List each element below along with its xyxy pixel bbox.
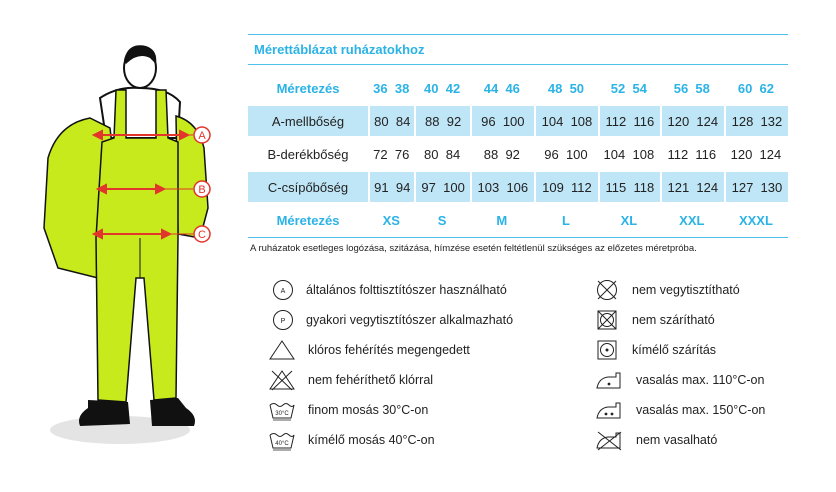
care-text: kímélő mosás 40°C-on (308, 433, 435, 447)
size-cell: 44 46 (483, 80, 520, 96)
table-cell: 127 130 (724, 172, 788, 202)
letter-size: S (437, 212, 447, 228)
care-item (594, 338, 716, 362)
letter-size-row (248, 205, 788, 235)
letter-size: XXL (679, 212, 705, 228)
table-cell: 88 92 (414, 106, 469, 136)
care-item (594, 398, 765, 422)
table-cell: 103 106 (470, 172, 534, 202)
marker-c (194, 226, 210, 242)
crossed-triangle-icon (268, 369, 296, 391)
table-cell: 112 116 (667, 146, 717, 162)
iron-one-dot-icon (594, 369, 624, 391)
care-text: vasalás max. 150°C-on (636, 403, 766, 417)
row-c-label: C-csípőbőség (248, 172, 368, 202)
table-cell: 120 124 (660, 106, 724, 136)
wash-tub-30-icon (268, 399, 296, 421)
left-boot (79, 400, 130, 426)
wash-tub-40-icon (268, 429, 296, 451)
size-header-row (248, 73, 788, 103)
row-a (248, 106, 788, 136)
svg-text:P: P (280, 318, 286, 325)
page-title: Mérettáblázat ruházatokhoz (254, 42, 425, 57)
letter-size: XXXL (738, 212, 773, 228)
care-item (594, 368, 764, 392)
marker-c-label: C (198, 229, 206, 241)
care-symbols (268, 278, 808, 458)
care-item (594, 428, 717, 452)
care-item (594, 278, 740, 302)
table-cell: 120 124 (730, 146, 782, 162)
crossed-circle-icon (594, 279, 620, 301)
marker-b-label: B (198, 184, 206, 196)
table-cell: 115 118 (598, 172, 660, 202)
size-cell: 52 54 (610, 80, 647, 96)
care-item (268, 368, 433, 392)
svg-text:A: A (280, 288, 286, 295)
row-b (248, 139, 788, 169)
table-cell: 104 108 (603, 146, 655, 162)
size-cell: 36 38 (373, 80, 410, 96)
marker-a (194, 127, 210, 143)
care-text: nem fehéríthető klórral (308, 373, 434, 387)
row-a-label: A-mellbőség (248, 106, 368, 136)
care-item (272, 278, 507, 302)
size-table (248, 70, 788, 238)
fitting-note: A ruházatok esetleges logózása, szitázása, hímzése esetén feltétlenül szükséges az előzetes méretpróba. (250, 243, 697, 254)
care-text: nem vasalható (636, 433, 718, 447)
tumble-dry-icon (594, 339, 620, 361)
size-cell: 48 50 (547, 80, 585, 96)
svg-text:40°C: 40°C (275, 441, 289, 447)
care-item (272, 308, 513, 332)
table-cell: 72 76 (373, 146, 410, 162)
care-item (268, 398, 428, 422)
care-item (268, 338, 470, 362)
worker-figure (28, 38, 228, 458)
size-cell: 60 62 (737, 80, 775, 96)
table-cell: 80 84 (368, 106, 414, 136)
right-boot (150, 398, 195, 426)
mid-rule (248, 64, 788, 65)
care-text: vasalás max. 110°C-on (636, 373, 765, 387)
marker-b (194, 181, 210, 197)
marker-a-label: A (198, 130, 206, 142)
circle-p-icon (272, 309, 294, 331)
table-cell: 88 92 (483, 146, 520, 162)
crossed-tumble-dry-icon (594, 309, 620, 331)
care-text: gyakori vegytisztítószer alkalmazható (306, 313, 514, 327)
letter-size: L (561, 212, 570, 228)
table-cell: 112 116 (598, 106, 660, 136)
care-text: nem szárítható (632, 313, 715, 327)
care-item (268, 428, 435, 452)
letter-size: XL (620, 212, 638, 228)
circle-a-icon (272, 279, 294, 301)
table-cell: 121 124 (660, 172, 724, 202)
letter-size-label: Méretezés (276, 212, 340, 228)
table-cell: 104 108 (534, 106, 598, 136)
top-rule (248, 34, 788, 35)
letter-size: XS (382, 212, 400, 228)
svg-text:30°C: 30°C (275, 411, 289, 417)
letter-size: M (496, 212, 508, 228)
crossed-iron-icon (594, 429, 624, 451)
care-item (594, 308, 715, 332)
care-text: nem vegytisztítható (632, 283, 740, 297)
care-text: klóros fehérítés megengedett (308, 343, 470, 357)
care-text: kímélő szárítás (632, 343, 717, 357)
table-cell: 109 112 (534, 172, 598, 202)
table-cell: 97 100 (414, 172, 469, 202)
care-text: finom mosás 30°C-on (308, 403, 429, 417)
triangle-icon (268, 339, 296, 361)
size-cell: 40 42 (424, 80, 461, 96)
table-cell: 91 94 (368, 172, 414, 202)
table-cell: 96 100 (544, 146, 588, 162)
row-c (248, 172, 788, 202)
table-cell: 80 84 (424, 146, 461, 162)
row-b-label: B-derékbőség (267, 146, 349, 162)
size-header-label: Méretezés (276, 80, 340, 96)
bottom-rule (248, 237, 788, 238)
care-text: általános folttisztítószer használható (306, 283, 507, 297)
size-cell: 56 58 (673, 80, 710, 96)
table-cell: 96 100 (470, 106, 534, 136)
iron-two-dots-icon (594, 399, 624, 421)
table-cell: 128 132 (724, 106, 788, 136)
